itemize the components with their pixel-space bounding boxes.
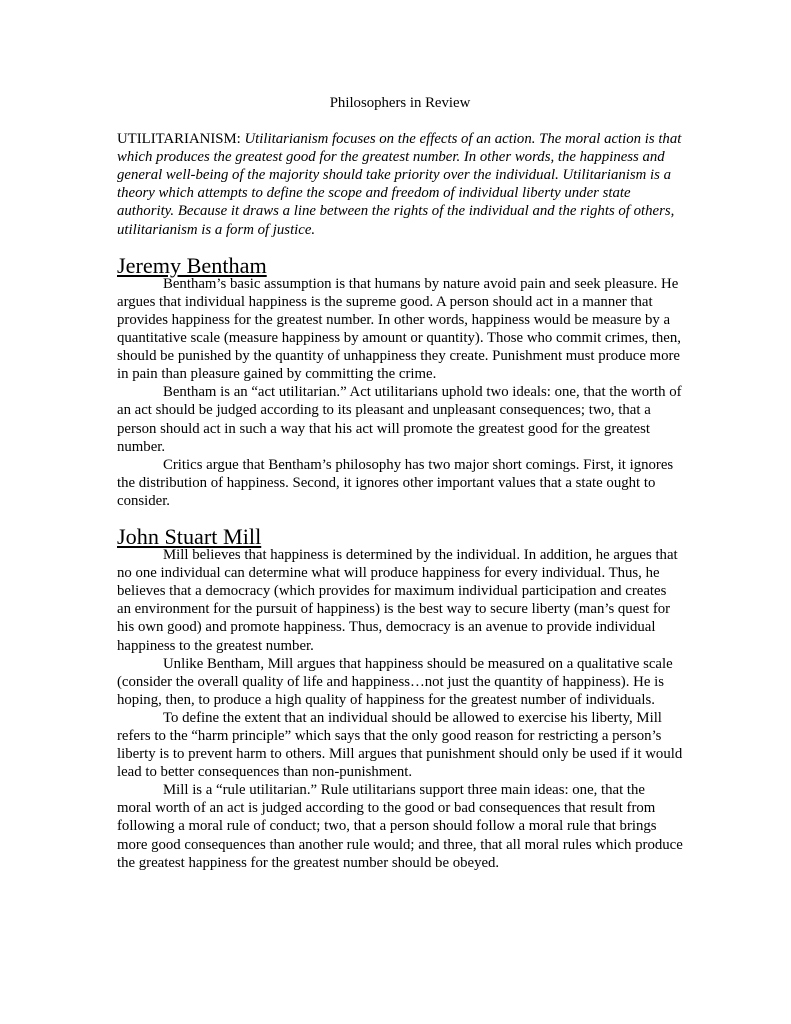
paragraph: Mill is a “rule utilitarian.” Rule utilitarians support three main ideas: one, that the moral worth of an act is judged according to the good or bad consequences that result from following a moral rule of conduct; two, that a person should follow a moral rule that brings more good consequences than another rule would; and three, that all moral rules which produce the greatest happiness for the greatest number should be obeyed. (117, 782, 683, 871)
utilitarianism-definition (117, 130, 683, 239)
paragraph: To define the extent that an individual should be allowed to exercise his liberty, Mill refers to the “harm principle” which says that the only good reason for restricting a person’s liberty is to prevent harm to others. Mill argues that punishment should only be used if it would lead to better consequences than non-punishment. (117, 709, 683, 781)
paragraph: Unlike Bentham, Mill argues that happiness should be measured on a qualitative scale (consider the overall quality of life and happiness…not just the quantity of happiness). He is hoping, then, to produce a high quality of happiness for the greatest number of individuals. (117, 655, 673, 708)
paragraph: Bentham’s basic assumption is that humans by nature avoid pain and seek pleasure. He argues that individual happiness is the supreme good. A person should act in a manner that provides happiness for the greatest number. In other words, happiness would be measure by a quantitative scale (measure happiness by amount or quantity). Those who commit crimes, then, should be punished by the quantity of unhappiness they create. Punishment must produce more in pain than pleasure gained by committing the crime. (117, 275, 681, 383)
document-page (117, 94, 683, 872)
section-jeremy-bentham (117, 252, 683, 510)
paragraph: Critics argue that Bentham’s philosophy has two major short comings. First, it ignores the distribution of happiness. Second, it ignores other important values that a state ought to consider. (117, 456, 674, 509)
section-heading: Jeremy Bentham (117, 252, 267, 278)
definition-term: UTILITARIANISM: (117, 131, 245, 148)
paragraph: Mill believes that happiness is determined by the individual. In addition, he argues that no one individual can determine what will produce happiness for every individual. Thus, he believes that a democracy (which provides for maximum individual participation and creates an environment for the pursuit of happiness) is the best way to secure liberty (man’s quest for his own good) and promote happiness. Thus, democracy is an avenue to provide individual happiness to the greatest number. (117, 547, 678, 654)
definition-text: Utilitarianism focuses on the effects of an action. The moral action is that which produces the greatest good for the greatest number. In other words, the happiness and general well-being of the majority should take priority over the individual. Utilitarianism is a theory which attempts to define the scope and freedom of individual liberty under state authority. Because it draws a line between the rights of the individual and the rights of others, utilitarianism is a form of justice. (117, 131, 682, 238)
section-heading: John Stuart Mill (117, 523, 262, 549)
section-john-stuart-mill (117, 523, 683, 872)
document-title: Philosophers in Review (329, 95, 471, 111)
paragraph: Bentham is an “act utilitarian.” Act utilitarians uphold two ideals: one, that the worth of an act should be judged according to its pleasant and unpleasant consequences; two, that a person should act in such a way that his act will promote the greatest good for the greatest number. (117, 384, 682, 455)
